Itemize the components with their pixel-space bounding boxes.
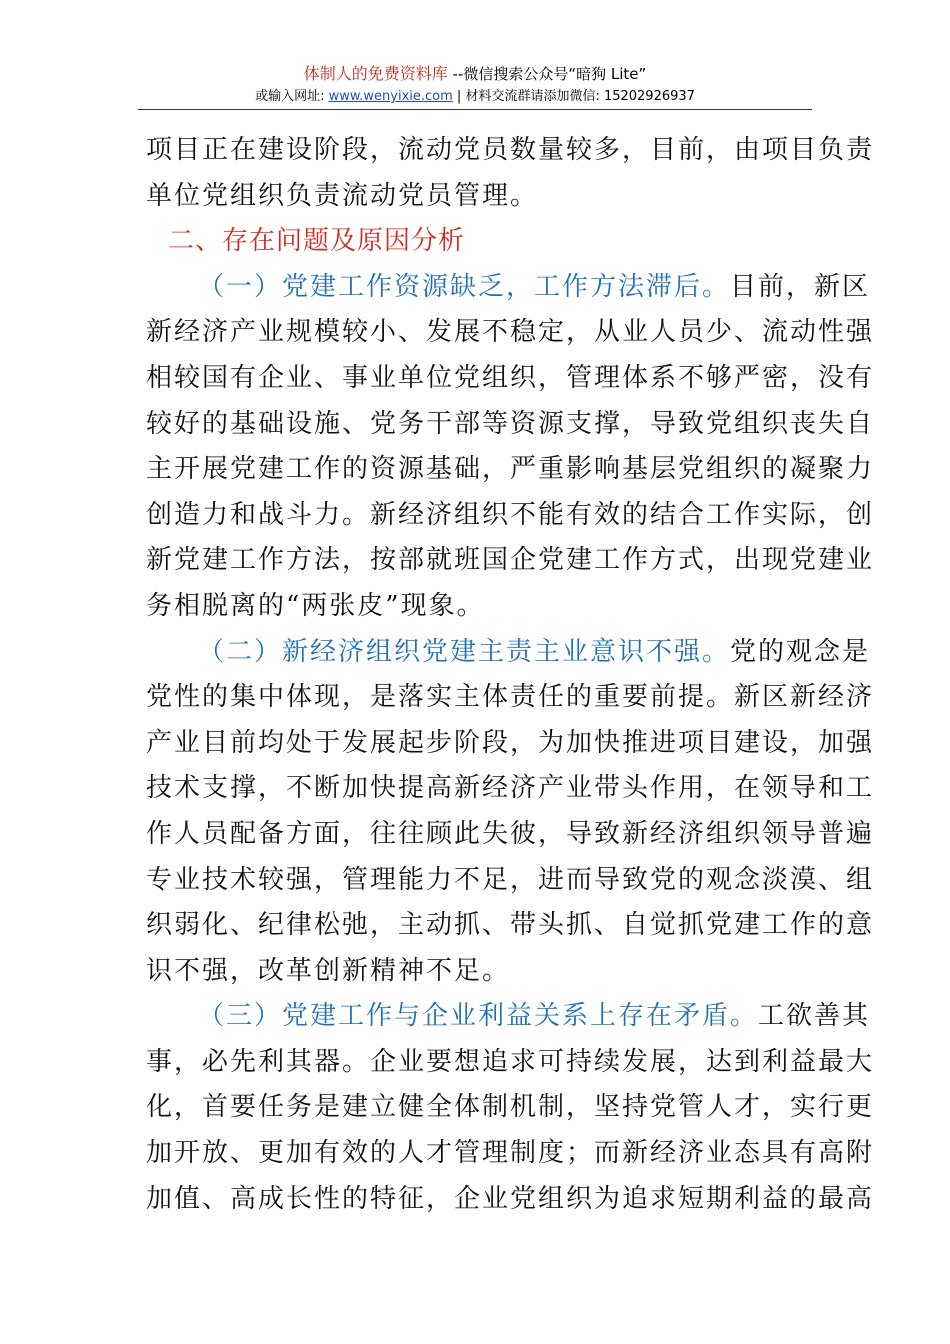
text-line: 党的观念是 xyxy=(730,636,871,667)
header-url-link[interactable]: www.wenyixie.com xyxy=(328,89,453,104)
page-header xyxy=(0,64,950,107)
text-line: 务相脱离的“两张皮”现象。 xyxy=(146,590,485,621)
section-heading: 二、存在问题及原因分析 xyxy=(168,226,466,257)
header-contact xyxy=(0,87,950,107)
text-line: 较好的基础设施、党务干部等资源支撑，导致党组织丧失自 xyxy=(146,408,875,439)
text-line: 织弱化、纪律松弛，主动抓、带头抓、自觉抓党建工作的意 xyxy=(146,910,875,941)
text-line: 新党建工作方法，按部就班国企党建工作方式，出现党建业 xyxy=(146,545,875,576)
subsection-heading: （三）党建工作与企业利益关系上存在矛盾。 xyxy=(198,1001,759,1032)
text-line: 产业目前均处于发展起步阶段，为加快推进项目建设，加强 xyxy=(146,727,875,758)
text-line: 主开展党建工作的资源基础，严重影响基层党组织的凝聚力 xyxy=(146,454,875,485)
paragraph-first-line xyxy=(146,994,871,1040)
header-promo xyxy=(0,64,950,84)
text-line: 相较国有企业、事业单位党组织，管理体系不够严密，没有 xyxy=(146,362,875,393)
paragraph-first-line xyxy=(146,630,871,676)
header-url-prefix: 或输入网址: xyxy=(255,89,329,104)
text-line: 化，首要任务是建立健全体制机制，坚持党管人才，实行更 xyxy=(146,1092,875,1123)
document-body xyxy=(146,128,875,1222)
header-brand: 体制人的免费资料库 xyxy=(303,64,448,83)
text-line: 加值、高成长性的特征，企业党组织为追求短期利益的最高 xyxy=(146,1183,875,1214)
text-line: 作人员配备方面，往往顾此失彼，导致新经济组织领导普遍 xyxy=(146,818,875,849)
text-line: 单位党组织负责流动党员管理。 xyxy=(146,180,539,211)
text-line: 加开放、更加有效的人才管理制度；而新经济业态具有高附 xyxy=(146,1138,875,1169)
header-divider xyxy=(138,109,812,110)
header-tagline: --微信搜索公众号“暗狗 Lite” xyxy=(447,65,647,83)
text-line: 专业技术较强，管理能力不足，进而导致党的观念淡漠、组 xyxy=(146,864,875,895)
text-line: 目前，新区 xyxy=(730,271,871,302)
subsection-heading: （二）新经济组织党建主责主业意识不强。 xyxy=(198,636,731,667)
text-line: 项目正在建设阶段，流动党员数量较多，目前，由项目负责 xyxy=(146,135,875,165)
text-line: 识不强，改革创新精神不足。 xyxy=(146,955,511,986)
text-line: 工欲善其 xyxy=(758,1001,871,1032)
text-line: 技术支撑，不断加快提高新经济产业带头作用，在领导和工 xyxy=(146,773,875,804)
text-line: 新经济产业规模较小、发展不稳定，从业人员少、流动性强 xyxy=(146,317,875,348)
header-wechat: | 材料交流群请添加微信: 15202926937 xyxy=(452,89,695,104)
text-line: 事，必先利其器。企业要想追求可持续发展，达到利益最大 xyxy=(146,1046,875,1077)
text-line: 创造力和战斗力。新经济组织不能有效的结合工作实际，创 xyxy=(146,499,875,530)
text-line: 党性的集中体现，是落实主体责任的重要前提。新区新经济 xyxy=(146,682,875,713)
paragraph-first-line xyxy=(146,265,871,311)
subsection-heading: （一）党建工作资源缺乏，工作方法滞后。 xyxy=(198,271,731,302)
